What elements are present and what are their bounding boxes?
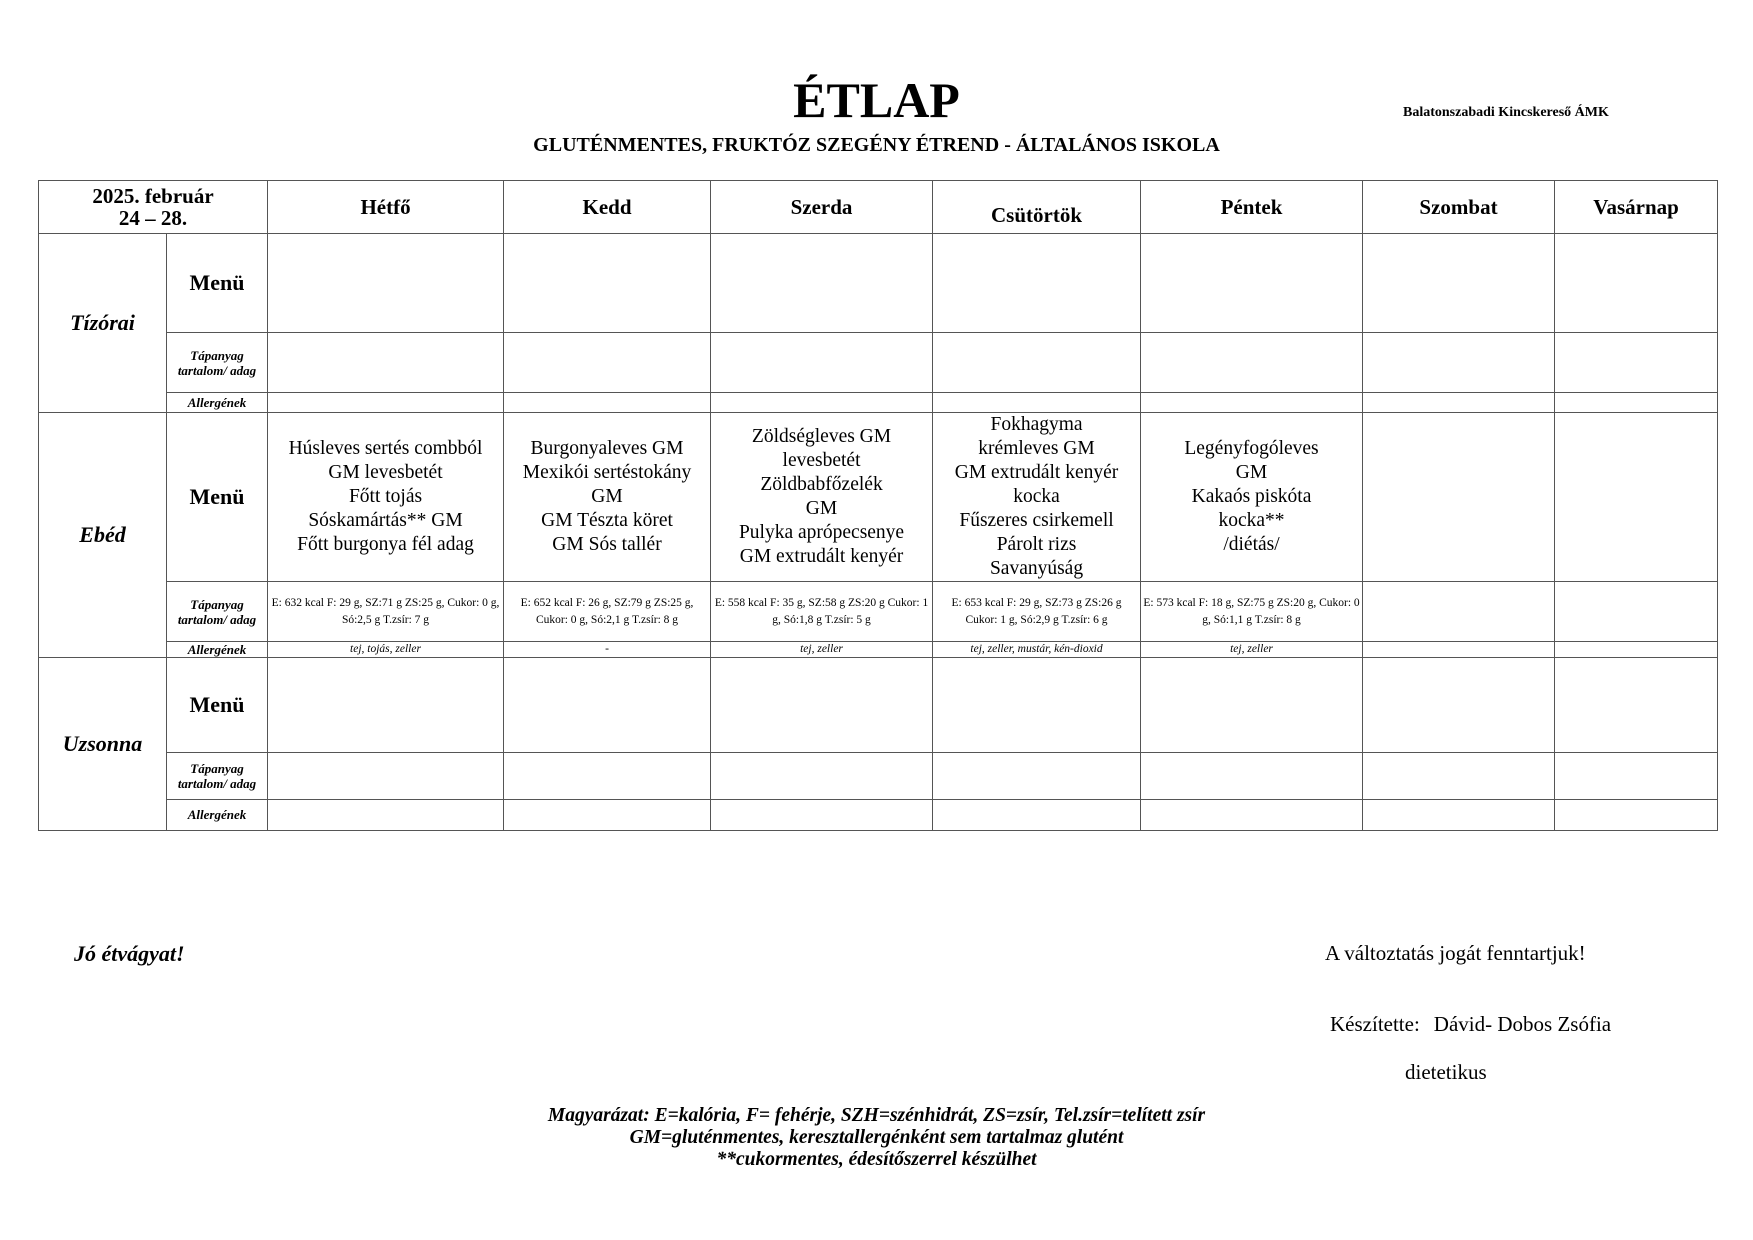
allergen-cell	[933, 800, 1141, 831]
menu-cell	[1555, 413, 1718, 582]
nutrition-cell	[1141, 753, 1363, 800]
allergen-cell	[1555, 393, 1718, 413]
day-header: Csütörtök	[933, 181, 1141, 234]
allergen-cell: tej, zeller	[1141, 642, 1363, 658]
allergen-cell	[504, 393, 711, 413]
nutrition-cell	[268, 333, 504, 393]
menu-row-label: Menü	[167, 658, 268, 753]
legend-line-3: **cukormentes, édesítőszerrel készülhet	[716, 1149, 1037, 1170]
page-title: ÉTLAP	[793, 72, 960, 128]
nutrition-row-label: Tápanyag tartalom/ adag	[167, 582, 268, 642]
menu-cell	[268, 234, 504, 333]
nutrition-cell	[711, 333, 933, 393]
menu-cell	[1555, 658, 1718, 753]
date-days: 24 – 28.	[118, 206, 188, 230]
allergen-cell: -	[504, 642, 711, 658]
menu-cell	[1555, 234, 1718, 333]
nutrition-cell: E: 573 kcal F: 18 g, SZ:75 g ZS:20 g, Cukor: 0 g, Só:1,1 g T.zsír: 8 g	[1141, 582, 1363, 642]
menu-cell	[1363, 413, 1555, 582]
meal-menu-row	[39, 658, 1718, 753]
allergen-cell: tej, zeller	[711, 642, 933, 658]
author-label: Készítette:	[1330, 1012, 1420, 1036]
nutrition-cell	[1555, 333, 1718, 393]
allergen-cell: tej, zeller, mustár, kén-dioxid	[933, 642, 1141, 658]
day-header: Vasárnap	[1555, 181, 1718, 234]
allergen-cell	[711, 800, 933, 831]
menu-cell: Húsleves sertés combból GM levesbetét Főtt tojás Sóskamártás** GM Főtt burgonya fél adag	[268, 413, 504, 582]
menu-cell: Legényfogóleves GM Kakaós piskóta kocka** /diétás/	[1141, 413, 1363, 582]
day-header: Kedd	[504, 181, 711, 234]
allergen-cell	[933, 393, 1141, 413]
meal-name: Ebéd	[39, 413, 167, 658]
nutrition-cell	[933, 753, 1141, 800]
menu-cell: Burgonyaleves GM Mexikói sertéstokány GM GM Tészta köret GM Sós tallér	[504, 413, 711, 582]
meal-nutrition-row	[39, 753, 1718, 800]
day-header: Szerda	[711, 181, 933, 234]
menu-cell	[933, 234, 1141, 333]
nutrition-cell	[1363, 333, 1555, 393]
menu-cell	[1141, 658, 1363, 753]
rights-note: A változtatás jogát fenntartjuk!	[1325, 941, 1586, 965]
nutrition-cell	[504, 753, 711, 800]
nutrition-cell: E: 558 kcal F: 35 g, SZ:58 g ZS:20 g Cukor: 1 g, Só:1,8 g T.zsír: 5 g	[711, 582, 933, 642]
nutrition-cell	[268, 753, 504, 800]
nutrition-cell	[1555, 753, 1718, 800]
date-range-cell	[39, 181, 268, 234]
allergen-cell	[1555, 800, 1718, 831]
allergen-cell	[711, 393, 933, 413]
day-header: Péntek	[1141, 181, 1363, 234]
nutrition-cell	[1141, 333, 1363, 393]
institution-name: Balatonszabadi Kincskereső ÁMK	[1403, 105, 1609, 120]
nutrition-cell: E: 652 kcal F: 26 g, SZ:79 g ZS:25 g, Cukor: 0 g, Só:2,1 g T.zsír: 8 g	[504, 582, 711, 642]
legend-line-1: Magyarázat: E=kalória, F= fehérje, SZH=szénhidrát, ZS=zsír, Tel.zsír=telített zsír	[547, 1105, 1206, 1126]
meal-nutrition-row	[39, 333, 1718, 393]
menu-row-label: Menü	[167, 234, 268, 333]
allergen-row-label: Allergének	[167, 800, 268, 831]
allergen-cell	[1555, 642, 1718, 658]
nutrition-cell	[1363, 753, 1555, 800]
allergen-cell	[504, 800, 711, 831]
day-header: Szombat	[1363, 181, 1555, 234]
legend-line-2: GM=gluténmentes, keresztallergénként sem tartalmaz glutént	[629, 1127, 1124, 1148]
allergen-cell	[1363, 642, 1555, 658]
menu-cell	[1363, 234, 1555, 333]
nutrition-cell: E: 632 kcal F: 29 g, SZ:71 g ZS:25 g, Cukor: 0 g, Só:2,5 g T.zsír: 7 g	[268, 582, 504, 642]
menu-cell	[933, 658, 1141, 753]
menu-cell: Fokhagyma krémleves GM GM extrudált kenyér kocka Fűszeres csirkemell Párolt rizs Savanyúság	[933, 413, 1141, 582]
allergen-row-label: Allergének	[167, 642, 268, 658]
nutrition-cell	[1363, 582, 1555, 642]
header-row	[39, 181, 1718, 234]
author-line	[1330, 1012, 1611, 1037]
menu-cell	[711, 234, 933, 333]
menu-row-label: Menü	[167, 413, 268, 582]
nutrition-cell	[933, 333, 1141, 393]
menu-cell	[1141, 234, 1363, 333]
legend	[0, 1105, 1753, 1171]
allergen-cell	[1141, 393, 1363, 413]
meal-menu-row	[39, 234, 1718, 333]
author-role: dietetikus	[1405, 1060, 1487, 1084]
nutrition-row-label: Tápanyag tartalom/ adag	[167, 753, 268, 800]
allergen-cell	[268, 393, 504, 413]
meal-name: Uzsonna	[39, 658, 167, 831]
day-header: Hétfő	[268, 181, 504, 234]
nutrition-cell	[711, 753, 933, 800]
allergen-cell	[1363, 393, 1555, 413]
menu-cell	[1363, 658, 1555, 753]
allergen-cell	[268, 800, 504, 831]
meal-allergen-row	[39, 393, 1718, 413]
meal-name: Tízórai	[39, 234, 167, 413]
menu-cell	[268, 658, 504, 753]
appetite-note: Jó étvágyat!	[74, 941, 185, 966]
allergen-cell: tej, tojás, zeller	[268, 642, 504, 658]
author-name: Dávid- Dobos Zsófia	[1433, 1012, 1612, 1036]
nutrition-cell	[1555, 582, 1718, 642]
menu-cell	[504, 658, 711, 753]
date-month: 2025. február	[92, 184, 214, 208]
meal-nutrition-row	[39, 582, 1718, 642]
menu-cell: Zöldségleves GM levesbetét Zöldbabfőzelék GM Pulyka aprópecsenye GM extrudált kenyér	[711, 413, 933, 582]
meal-allergen-row	[39, 800, 1718, 831]
meal-allergen-row	[39, 642, 1718, 658]
allergen-row-label: Allergének	[167, 393, 268, 413]
meal-menu-row	[39, 413, 1718, 582]
page-subtitle: GLUTÉNMENTES, FRUKTÓZ SZEGÉNY ÉTREND - ÁLTALÁNOS ISKOLA	[533, 134, 1220, 156]
menu-cell	[711, 658, 933, 753]
allergen-cell	[1363, 800, 1555, 831]
menu-cell	[504, 234, 711, 333]
menu-table	[38, 180, 1718, 831]
nutrition-cell	[504, 333, 711, 393]
nutrition-row-label: Tápanyag tartalom/ adag	[167, 333, 268, 393]
nutrition-cell: E: 653 kcal F: 29 g, SZ:73 g ZS:26 g Cukor: 1 g, Só:2,9 g T.zsír: 6 g	[933, 582, 1141, 642]
allergen-cell	[1141, 800, 1363, 831]
